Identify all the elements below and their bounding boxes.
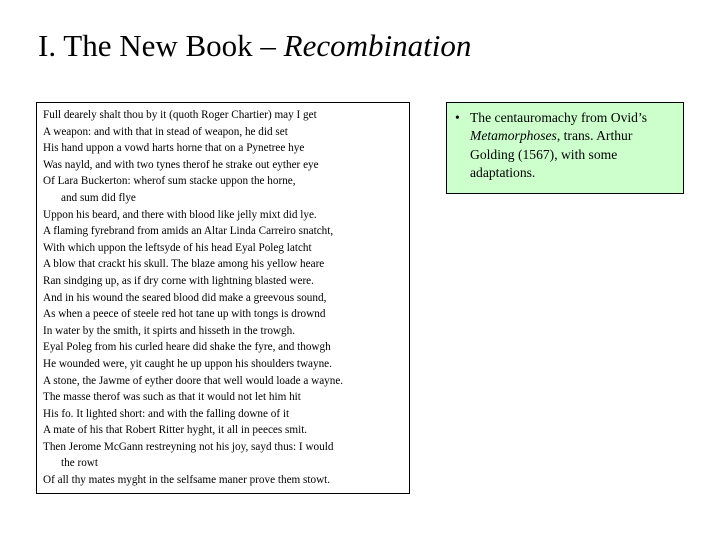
title-prefix: I. The New Book – bbox=[38, 28, 284, 63]
poem-line-continuation: and sum did flye bbox=[61, 191, 136, 204]
poem-line: He wounded were, yit caught he up uppon his shoulders twayne. bbox=[43, 357, 332, 370]
poem-line: Of Lara Buckerton: wherof sum stacke uppon the horne, bbox=[43, 175, 296, 188]
title-emphasis: Recombination bbox=[283, 28, 472, 63]
poem-line: The masse therof was such as that it would not let him hit bbox=[43, 391, 301, 404]
source-note-box bbox=[446, 102, 684, 194]
poem-line: A weapon: and with that in stead of weapon, he did set bbox=[43, 125, 288, 138]
poem-line: His fo. It lighted short: and with the falling downe of it bbox=[43, 407, 290, 420]
note-book-title: Metamorphoses bbox=[470, 128, 557, 144]
poem-line: A stone, the Jawme of eyther doore that well would loade a wayne. bbox=[43, 374, 344, 387]
note-text-part1: The centauromachy from Ovid’s bbox=[470, 110, 648, 125]
poem-line: Ran sindging up, as if dry corne with lightning blasted were. bbox=[43, 274, 314, 287]
slide-title bbox=[38, 26, 471, 66]
bullet-icon: • bbox=[455, 110, 460, 125]
poem-line: Full dearely shalt thou by it (quoth Roger Chartier) may I get bbox=[43, 109, 317, 121]
poem-line: Was nayld, and with two tynes therof he strake out eyther eye bbox=[43, 158, 319, 171]
poem-line: Then Jerome McGann restreyning not his joy, sayd thus: I would bbox=[43, 440, 334, 453]
poem-line: With which uppon the leftsyde of his head Eyal Poleg latcht bbox=[43, 241, 312, 254]
poem-line: Uppon his beard, and there with blood like jelly mixt did lye. bbox=[43, 208, 317, 221]
poem-line-continuation: the rowt bbox=[61, 457, 98, 470]
poem-line: And in his wound the seared blood did make a greevous sound, bbox=[43, 291, 327, 304]
note-text-part2: , trans. Arthur Golding (1567), with some adaptations. bbox=[470, 128, 633, 181]
poem-line: A flaming fyrebrand from amids an Altar Linda Carreiro snatcht, bbox=[43, 225, 334, 238]
poem-line: In water by the smith, it spirts and hisseth in the trowgh. bbox=[43, 324, 295, 337]
source-note-text bbox=[470, 109, 675, 183]
poem-line: Of all thy mates myght in the selfsame maner prove them stowt. bbox=[43, 474, 331, 487]
poem-line: A mate of his that Robert Ritter hyght, it all in peeces smit. bbox=[43, 424, 308, 437]
poem-line: His hand uppon a vowd harts horne that on a Pynetree hye bbox=[43, 142, 305, 155]
poem-text-box bbox=[36, 102, 410, 494]
poem-line: As when a peece of steele red hot tane up with tongs is drownd bbox=[43, 308, 326, 321]
poem-line: Eyal Poleg from his curled heare did shake the fyre, and thowgh bbox=[43, 341, 331, 354]
poem-line: A blow that crackt his skull. The blaze among his yellow heare bbox=[43, 258, 325, 271]
